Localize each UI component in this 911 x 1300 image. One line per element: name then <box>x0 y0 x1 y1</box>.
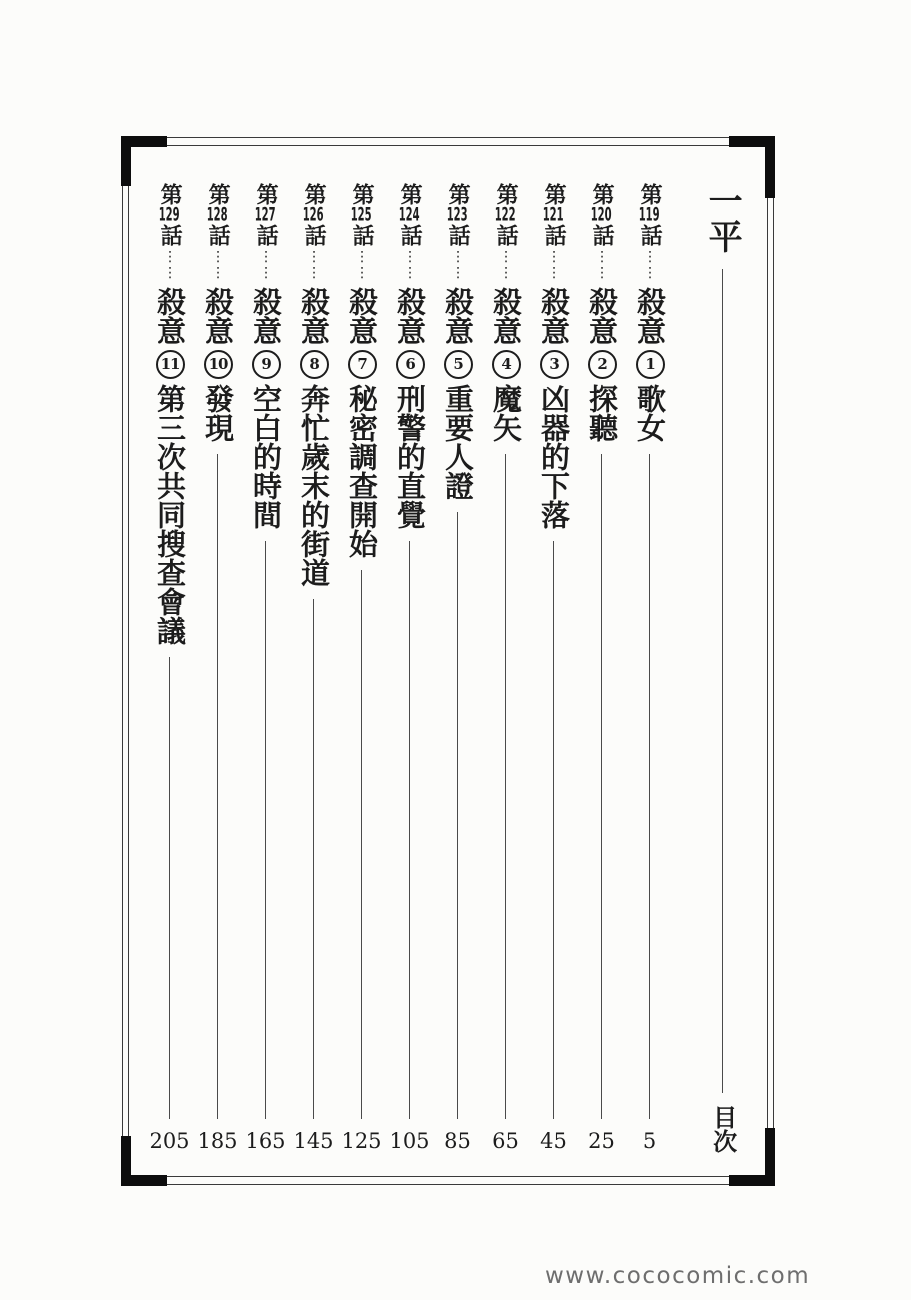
chapter-column-120 <box>584 183 619 1153</box>
leader-dots: ⋮⋮ <box>402 249 419 281</box>
series-label: 殺意 <box>345 287 380 345</box>
leader-dots: ⋮⋮ <box>498 249 515 281</box>
chapter-title <box>537 287 570 529</box>
leader-line <box>457 512 458 1119</box>
chapter-title <box>345 287 378 558</box>
series-label: 殺意 <box>201 287 236 345</box>
chapter-suffix: 話 <box>253 224 279 246</box>
chapter-title <box>249 287 282 529</box>
leader-line <box>601 454 602 1119</box>
circled-number-icon: 2 <box>588 350 617 379</box>
chapter-number: 122 <box>494 205 516 224</box>
chapter-label <box>158 183 181 246</box>
leader-dots: ⋮⋮ <box>258 249 275 281</box>
chapter-column-127 <box>245 183 286 1153</box>
page-number: 85 <box>444 1129 471 1153</box>
chapter-title <box>489 287 522 442</box>
volume-title-column <box>696 183 748 1153</box>
chapter-prefix: 第 <box>541 183 567 205</box>
leader-dots: ⋮⋮ <box>162 249 179 281</box>
title-text: 空白的時間 <box>249 384 284 529</box>
series-label: 殺意 <box>249 287 284 345</box>
chapter-label <box>638 183 661 246</box>
circled-number-icon: 1 <box>636 350 665 379</box>
chapter-label <box>302 183 325 246</box>
chapter-number: 124 <box>398 205 420 224</box>
volume-title: 一平 <box>702 183 743 255</box>
page-number: 165 <box>245 1129 286 1153</box>
page-number: 45 <box>540 1129 567 1153</box>
chapter-suffix: 話 <box>445 224 471 246</box>
series-label: 殺意 <box>489 287 524 345</box>
chapter-suffix: 話 <box>541 224 567 246</box>
chapter-prefix: 第 <box>301 183 327 205</box>
series-label: 殺意 <box>297 287 332 345</box>
title-text: 秘密調查開始 <box>345 384 380 558</box>
leader-line <box>649 454 650 1119</box>
chapter-number: 126 <box>302 205 324 224</box>
toc-label: 目次 <box>708 1105 737 1153</box>
chapter-prefix: 第 <box>397 183 423 205</box>
chapter-number: 119 <box>638 205 660 224</box>
chapter-label <box>254 183 277 246</box>
chapter-suffix: 話 <box>637 224 663 246</box>
toc-columns <box>142 183 748 1153</box>
chapter-number: 123 <box>446 205 468 224</box>
title-rule-line <box>722 269 723 1093</box>
title-text: 發現 <box>201 384 236 442</box>
watermark: www.cococomic.com <box>545 1263 811 1289</box>
leader-dots: ⋮⋮ <box>306 249 323 281</box>
circled-number-icon: 6 <box>396 350 425 379</box>
chapter-title <box>153 287 186 645</box>
chapter-column-121 <box>536 183 571 1153</box>
title-text: 奔忙歲末的街道 <box>297 384 332 587</box>
chapter-column-125 <box>341 183 382 1153</box>
chapter-label <box>350 183 373 246</box>
leader-line <box>409 541 410 1119</box>
leader-line <box>313 599 314 1119</box>
chapter-prefix: 第 <box>445 183 471 205</box>
chapter-prefix: 第 <box>157 183 183 205</box>
page-number: 5 <box>642 1129 657 1153</box>
leader-dots: ⋮⋮ <box>450 249 467 281</box>
chapter-label <box>590 183 613 246</box>
circled-number-icon: 9 <box>252 350 281 379</box>
chapter-label <box>446 183 469 246</box>
chapter-prefix: 第 <box>589 183 615 205</box>
leader-line <box>505 454 506 1119</box>
leader-dots: ⋮⋮ <box>642 249 659 281</box>
leader-line <box>361 570 362 1119</box>
title-text: 歌女 <box>633 384 668 442</box>
chapter-label <box>494 183 517 246</box>
chapter-prefix: 第 <box>253 183 279 205</box>
chapter-suffix: 話 <box>397 224 423 246</box>
leader-dots: ⋮⋮ <box>354 249 371 281</box>
chapter-prefix: 第 <box>349 183 375 205</box>
chapter-column-126 <box>293 183 334 1153</box>
chapter-number: 129 <box>158 205 180 224</box>
chapter-number: 120 <box>590 205 612 224</box>
chapter-number: 121 <box>542 205 564 224</box>
chapter-label <box>542 183 565 246</box>
chapter-suffix: 話 <box>349 224 375 246</box>
chapter-column-122 <box>488 183 523 1153</box>
chapter-label <box>206 183 229 246</box>
title-text: 重要人證 <box>441 384 476 500</box>
chapter-column-129 <box>149 183 190 1153</box>
page-number: 145 <box>293 1129 334 1153</box>
chapter-suffix: 話 <box>205 224 231 246</box>
circled-number-icon: 7 <box>348 350 377 379</box>
circled-number-icon: 10 <box>204 350 233 379</box>
circled-number-icon: 4 <box>492 350 521 379</box>
series-label: 殺意 <box>153 287 188 345</box>
series-label: 殺意 <box>633 287 668 345</box>
chapter-column-128 <box>197 183 238 1153</box>
page-number: 185 <box>197 1129 238 1153</box>
frame-corner-top-left <box>121 136 167 186</box>
chapter-title <box>633 287 666 442</box>
chapter-number: 128 <box>206 205 228 224</box>
chapter-prefix: 第 <box>493 183 519 205</box>
chapter-column-119 <box>632 183 667 1153</box>
circled-number-icon: 3 <box>540 350 569 379</box>
chapter-title <box>297 287 330 587</box>
chapter-title <box>393 287 426 529</box>
leader-line <box>169 657 170 1119</box>
chapter-column-123 <box>440 183 475 1153</box>
chapter-suffix: 話 <box>493 224 519 246</box>
page-number: 125 <box>341 1129 382 1153</box>
title-text: 刑警的直覺 <box>393 384 428 529</box>
chapter-column-124 <box>389 183 430 1153</box>
page-number: 105 <box>389 1129 430 1153</box>
leader-dots: ⋮⋮ <box>546 249 563 281</box>
series-label: 殺意 <box>537 287 572 345</box>
series-label: 殺意 <box>585 287 620 345</box>
chapter-suffix: 話 <box>589 224 615 246</box>
leader-line <box>265 541 266 1119</box>
chapter-number: 127 <box>254 205 276 224</box>
circled-number-icon: 5 <box>444 350 473 379</box>
leader-line <box>217 454 218 1119</box>
series-label: 殺意 <box>393 287 428 345</box>
page-frame <box>122 137 774 1185</box>
chapter-prefix: 第 <box>205 183 231 205</box>
page-number: 25 <box>588 1129 615 1153</box>
chapter-number: 125 <box>350 205 372 224</box>
circled-number-icon: 8 <box>300 350 329 379</box>
chapter-prefix: 第 <box>637 183 663 205</box>
chapter-suffix: 話 <box>157 224 183 246</box>
page-number: 65 <box>492 1129 519 1153</box>
leader-dots: ⋮⋮ <box>210 249 227 281</box>
series-label: 殺意 <box>441 287 476 345</box>
page-number: 205 <box>149 1129 190 1153</box>
chapter-title <box>585 287 618 442</box>
title-text: 魔矢 <box>489 384 524 442</box>
leader-dots: ⋮⋮ <box>594 249 611 281</box>
chapter-suffix: 話 <box>301 224 327 246</box>
chapter-title <box>201 287 234 442</box>
title-text: 第三次共同搜查會議 <box>153 384 188 645</box>
circled-number-icon: 11 <box>156 350 185 379</box>
leader-line <box>553 541 554 1119</box>
title-text: 探聽 <box>585 384 620 442</box>
title-text: 凶器的下落 <box>537 384 572 529</box>
chapter-label <box>398 183 421 246</box>
chapter-title <box>441 287 474 500</box>
